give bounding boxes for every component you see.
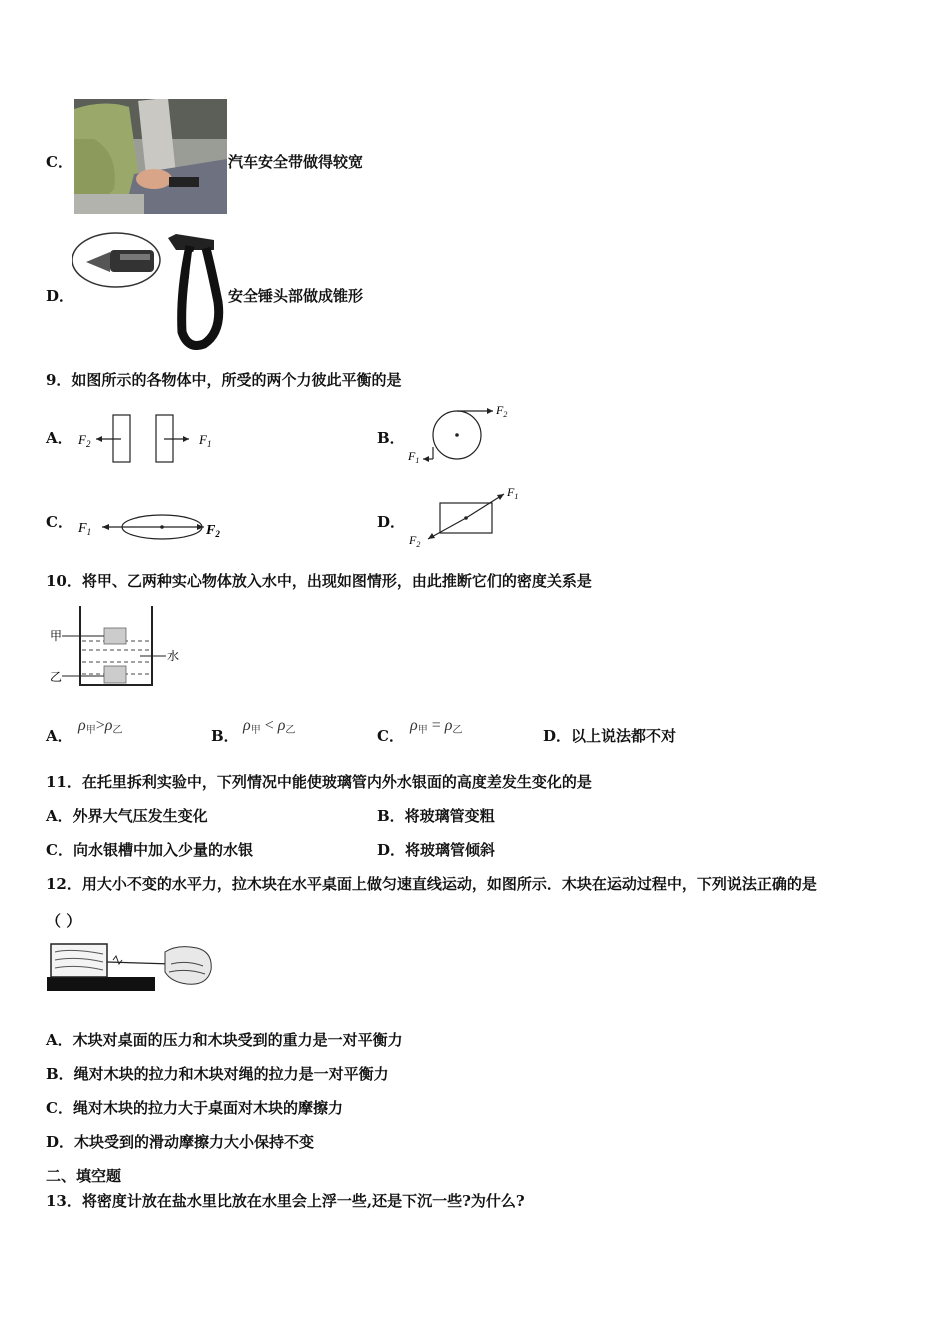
q12-option-a: A．木块对桌面的压力和木块受到的重力是一对平衡力 <box>46 1031 403 1049</box>
q12-option-c: C．绳对木块的拉力大于桌面对木块的摩擦力 <box>46 1099 343 1117</box>
q10-formula-c <box>409 714 479 738</box>
q12-wood-block-diagram <box>47 942 213 992</box>
q9b-f2-label: $F_2$ <box>496 403 508 419</box>
q10-stem: 10．将甲、乙两种实心物体放入水中，出现如图情形，由此推断它们的密度关系是 <box>46 572 592 590</box>
q10-formula-a <box>77 714 137 738</box>
q10-option-a-label: A． <box>46 727 73 745</box>
q9a-f2-label: $F_2$ <box>78 432 91 449</box>
q10-formula-b <box>242 714 312 738</box>
q9-diagram-d <box>405 484 525 550</box>
safety-hammer-image <box>72 232 228 350</box>
option-c-label: C． <box>46 153 73 171</box>
q9c-f2-label: $F_2$ <box>206 523 220 539</box>
q10-option-c-label: C． <box>377 727 404 745</box>
svg-text:ρ甲>ρ乙: ρ甲>ρ乙 <box>78 717 123 736</box>
q9-option-d-label: D． <box>377 513 406 531</box>
label-jia: 甲 <box>50 629 63 643</box>
q11-option-c: C．向水银槽中加入少量的水银 <box>46 841 253 859</box>
q9-diagram-b <box>405 402 515 466</box>
seatbelt-photo <box>74 99 227 214</box>
q11-option-d: D．将玻璃管倾斜 <box>377 841 496 859</box>
q9c-f1-label: $F_1$ <box>78 521 92 537</box>
q9-option-c-label: C． <box>46 513 73 531</box>
svg-text:ρ甲<ρ乙: ρ甲 < ρ乙 <box>243 717 296 736</box>
q9-option-a-label: A． <box>46 429 73 447</box>
q11-option-b: B．将玻璃管变粗 <box>377 807 495 825</box>
option-d-text: 安全锤头部做成锥形 <box>228 287 364 305</box>
q12-option-d: D．木块受到的滑动摩擦力大小保持不变 <box>46 1133 315 1151</box>
q12-stem: 12．用大小不变的水平力，拉木块在水平桌面上做匀速直线运动，如图所示．木块在运动过程中，下列说法正确的是 <box>46 875 817 893</box>
option-d-label: D． <box>46 287 75 305</box>
q13-stem: 13．将密度计放在盐水里比放在水里会上浮一些,还是下沉一些?为什么? <box>46 1192 525 1210</box>
q12-option-b: B．绳对木块的拉力和木块对绳的拉力是一对平衡力 <box>46 1065 389 1083</box>
q9-stem: 9．如图所示的各物体中，所受的两个力彼此平衡的是 <box>46 371 402 389</box>
q11-option-a: A．外界大气压发生变化 <box>46 807 208 825</box>
q10-option-d-text: 以上说法都不对 <box>571 727 677 745</box>
q11-stem: 11．在托里拆利实验中，下列情况中能使玻璃管内外水银面的高度差发生变化的是 <box>46 773 592 791</box>
q9d-f1-label: $F_1$ <box>507 485 519 501</box>
q10-beaker-diagram <box>48 604 188 688</box>
section-2-title: 二、填空题 <box>46 1167 122 1185</box>
q10-option-d-label: D． <box>543 727 572 745</box>
label-shui: 水 <box>167 649 180 663</box>
q9a-f1-label: $F_1$ <box>199 432 212 449</box>
q12-answer-paren: （ ） <box>46 912 82 930</box>
label-yi: 乙 <box>50 670 63 684</box>
q9-diagram-a <box>76 413 216 465</box>
q9-diagram-c <box>76 510 226 546</box>
q9d-f2-label: $F_2$ <box>409 533 421 549</box>
q9-option-b-label: B． <box>377 429 405 447</box>
q10-option-b-label: B． <box>211 727 239 745</box>
svg-text:ρ甲=ρ乙: ρ甲 = ρ乙 <box>410 717 463 736</box>
option-c-text: 汽车安全带做得较宽 <box>228 153 364 171</box>
q9b-f1-label: $F_1$ <box>408 449 420 465</box>
